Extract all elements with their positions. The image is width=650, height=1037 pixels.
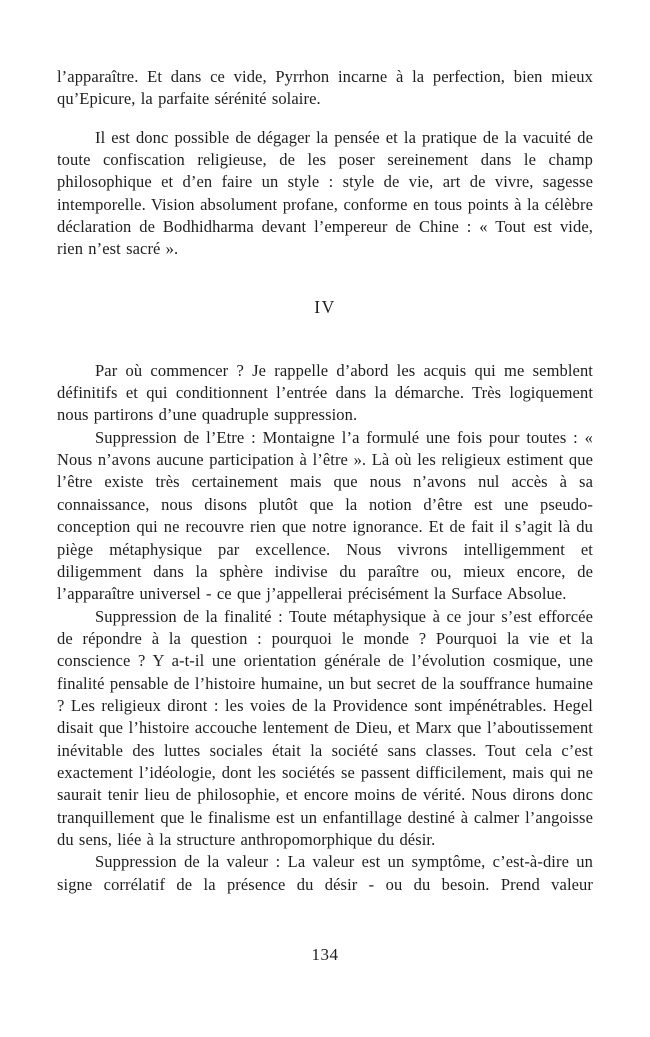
paragraph: Suppression de la finalité : Toute métaphysique à ce jour s’est efforcée de répondre à la question : pourquoi le monde ? Pourquoi la vie et la conscience ? Y a-t-il une orientation générale de l’évolution cosmique, une finalité pensable de l’histoire humaine, un but secret de la souffrance humaine ? Les religieux diront : les voies de la Providence sont impénétrables. Hegel disait que l’histoire accouche lentement de Dieu, et Marx que l’aboutissement inévitable des luttes sociales était la société sans classes. Tout cela c’est exactement l’idéologie, dont les sociétés se passent difficilement, mais qui ne saurait tenir lieu de philosophie, et encore moins de vérité. Nous dirons donc tranquillement que le finalisme est un enfantillage destiné à calmer l’angoisse du sens, liée à la structure anthropomorphique du désir. bbox=[57, 606, 593, 849]
paragraph: Par où commencer ? Je rappelle d’abord les acquis qui me semblent définitifs et qui conditionnent l’entrée dans la démarche. Très logiquement nous partirons d’une quadruple suppression. bbox=[57, 360, 593, 425]
section-heading: IV bbox=[314, 296, 336, 317]
text-block bbox=[57, 66, 593, 896]
paragraph: Suppression de l’Etre : Montaigne l’a formulé une fois pour toutes : « Nous n’avons aucune participation à l’être ». Là où les religieux estiment que l’être existe très certainement mais que nous n’avons nul accès à sa connaissance, nous disons plutôt que la notion d’être est une pseudo-conception qui ne recouvre rien que notre ignorance. Et de fait il s’agit là du piège métaphysique par excellence. Nous vivrons intelligemment et diligemment dans la sphère indivise du paraître ou, mieux encore, de l’apparaître universel - ce que j’appellerai précisément la Surface Absolue. bbox=[57, 427, 593, 604]
page-number: 134 bbox=[311, 945, 339, 964]
paragraph: Suppression de la valeur : La valeur est un symptôme, c’est-à-dire un signe corrélatif de la présence du désir - ou du besoin. Prend valeur bbox=[57, 852, 593, 894]
paragraph: Il est donc possible de dégager la pensée et la pratique de la vacuité de toute confiscation religieuse, de les poser sereinement dans le champ philosophique et d’en faire un style : style de vie, art de vivre, sagesse intemporelle. Vision absolument profane, conforme en tous points à la célèbre déclaration de Bodhidharma devant l’empereur de Chine : « Tout est vide, rien n’est sacré ». bbox=[57, 127, 593, 259]
paragraph-continuation: l’apparaître. Et dans ce vide, Pyrrhon incarne à la perfection, bien mieux qu’Epicure, la parfaite sérénité solaire. bbox=[57, 67, 593, 109]
